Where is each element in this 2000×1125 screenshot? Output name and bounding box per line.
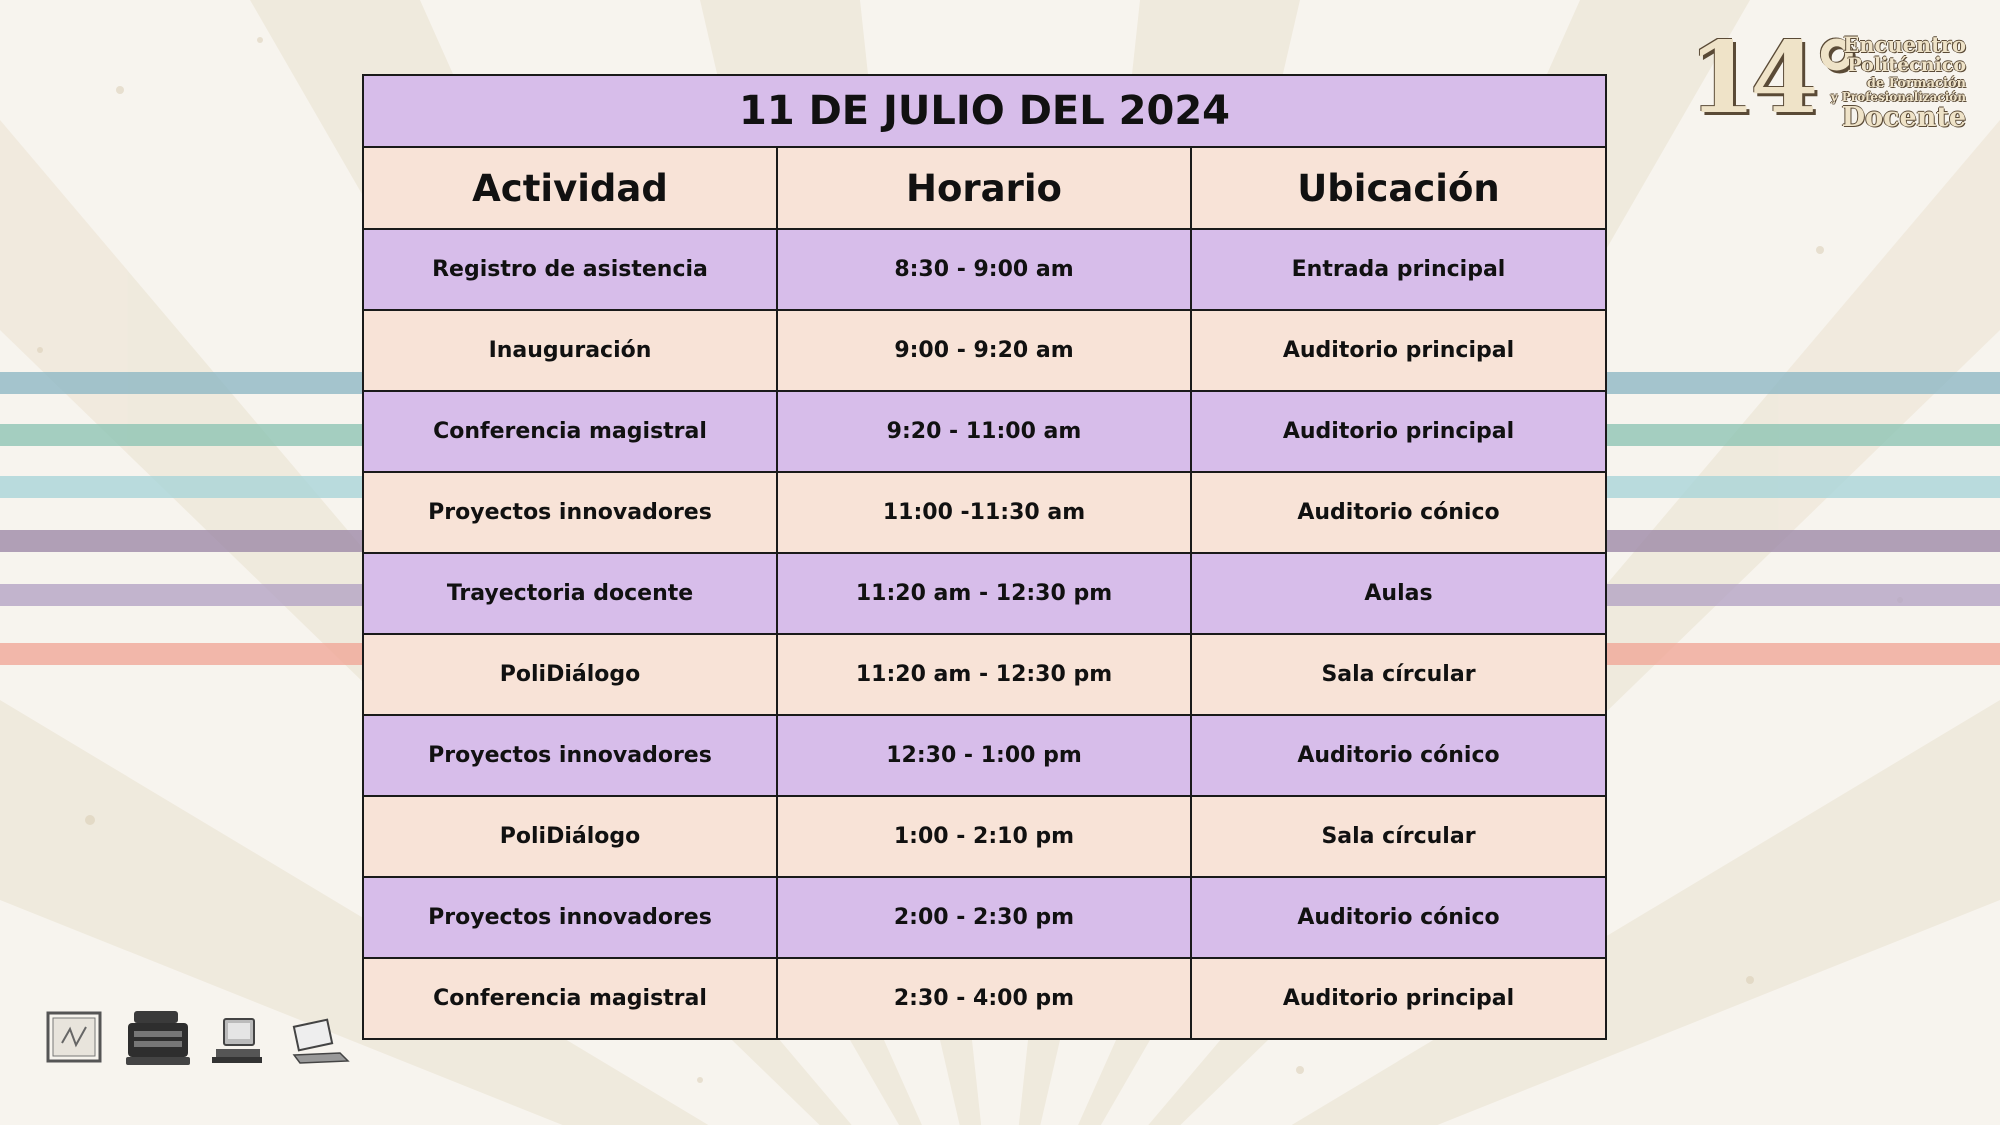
laptop-icon <box>294 1020 348 1063</box>
chalkboard-icon <box>48 1013 100 1061</box>
logo-line-4: y Profesionalización <box>1830 90 1966 104</box>
column-header-activity: Actividad <box>363 147 777 229</box>
table-row <box>363 391 1606 472</box>
activity-cell: Inauguración <box>363 310 777 391</box>
table-row <box>363 553 1606 634</box>
logo-line-2: Politécnico <box>1847 54 1966 76</box>
table-row <box>363 310 1606 391</box>
table-row <box>363 472 1606 553</box>
time-cell: 11:00 -11:30 am <box>777 472 1191 553</box>
desktop-computer-icon <box>212 1019 262 1063</box>
location-cell: Sala círcular <box>1191 796 1606 877</box>
time-cell: 2:00 - 2:30 pm <box>777 877 1191 958</box>
activity-cell: Registro de asistencia <box>363 229 777 310</box>
table-row <box>363 796 1606 877</box>
logo-line-5: Docente <box>1841 102 1966 133</box>
typewriter-icon <box>126 1011 190 1065</box>
column-header-time: Horario <box>777 147 1191 229</box>
logo-text <box>1816 34 1966 131</box>
location-cell: Sala círcular <box>1191 634 1606 715</box>
title-row <box>363 75 1606 147</box>
table-row <box>363 877 1606 958</box>
location-cell: Auditorio cónico <box>1191 877 1606 958</box>
table-row <box>363 634 1606 715</box>
location-cell: Auditorio cónico <box>1191 472 1606 553</box>
table-row <box>363 229 1606 310</box>
location-cell: Auditorio principal <box>1191 958 1606 1039</box>
activity-cell: Proyectos innovadores <box>363 472 777 553</box>
logo-number: 14° <box>1688 21 1856 136</box>
location-cell: Aulas <box>1191 553 1606 634</box>
location-cell: Auditorio principal <box>1191 310 1606 391</box>
time-cell: 2:30 - 4:00 pm <box>777 958 1191 1039</box>
schedule-table <box>362 74 1607 1040</box>
activity-cell: Trayectoria docente <box>363 553 777 634</box>
time-cell: 9:00 - 9:20 am <box>777 310 1191 391</box>
table-row <box>363 715 1606 796</box>
activity-cell: Conferencia magistral <box>363 958 777 1039</box>
activity-cell: PoliDiálogo <box>363 796 777 877</box>
logo-line-3: de Formación <box>1866 76 1966 91</box>
activity-cell: Proyectos innovadores <box>363 715 777 796</box>
activity-cell: PoliDiálogo <box>363 634 777 715</box>
time-cell: 11:20 am - 12:30 pm <box>777 553 1191 634</box>
location-cell: Entrada principal <box>1191 229 1606 310</box>
activity-cell: Proyectos innovadores <box>363 877 777 958</box>
header-row <box>363 147 1606 229</box>
location-cell: Auditorio principal <box>1191 391 1606 472</box>
time-cell: 8:30 - 9:00 am <box>777 229 1191 310</box>
logo-line-1: Encuentro <box>1843 32 1966 57</box>
table-row <box>363 958 1606 1039</box>
time-cell: 11:20 am - 12:30 pm <box>777 634 1191 715</box>
location-cell: Auditorio cónico <box>1191 715 1606 796</box>
time-cell: 1:00 - 2:10 pm <box>777 796 1191 877</box>
column-header-location: Ubicación <box>1191 147 1606 229</box>
bottom-icons <box>42 1005 372 1075</box>
time-cell: 12:30 - 1:00 pm <box>777 715 1191 796</box>
activity-cell: Conferencia magistral <box>363 391 777 472</box>
time-cell: 9:20 - 11:00 am <box>777 391 1191 472</box>
schedule-date-title: 11 DE JULIO DEL 2024 <box>363 75 1606 147</box>
event-logo <box>1688 21 1968 142</box>
